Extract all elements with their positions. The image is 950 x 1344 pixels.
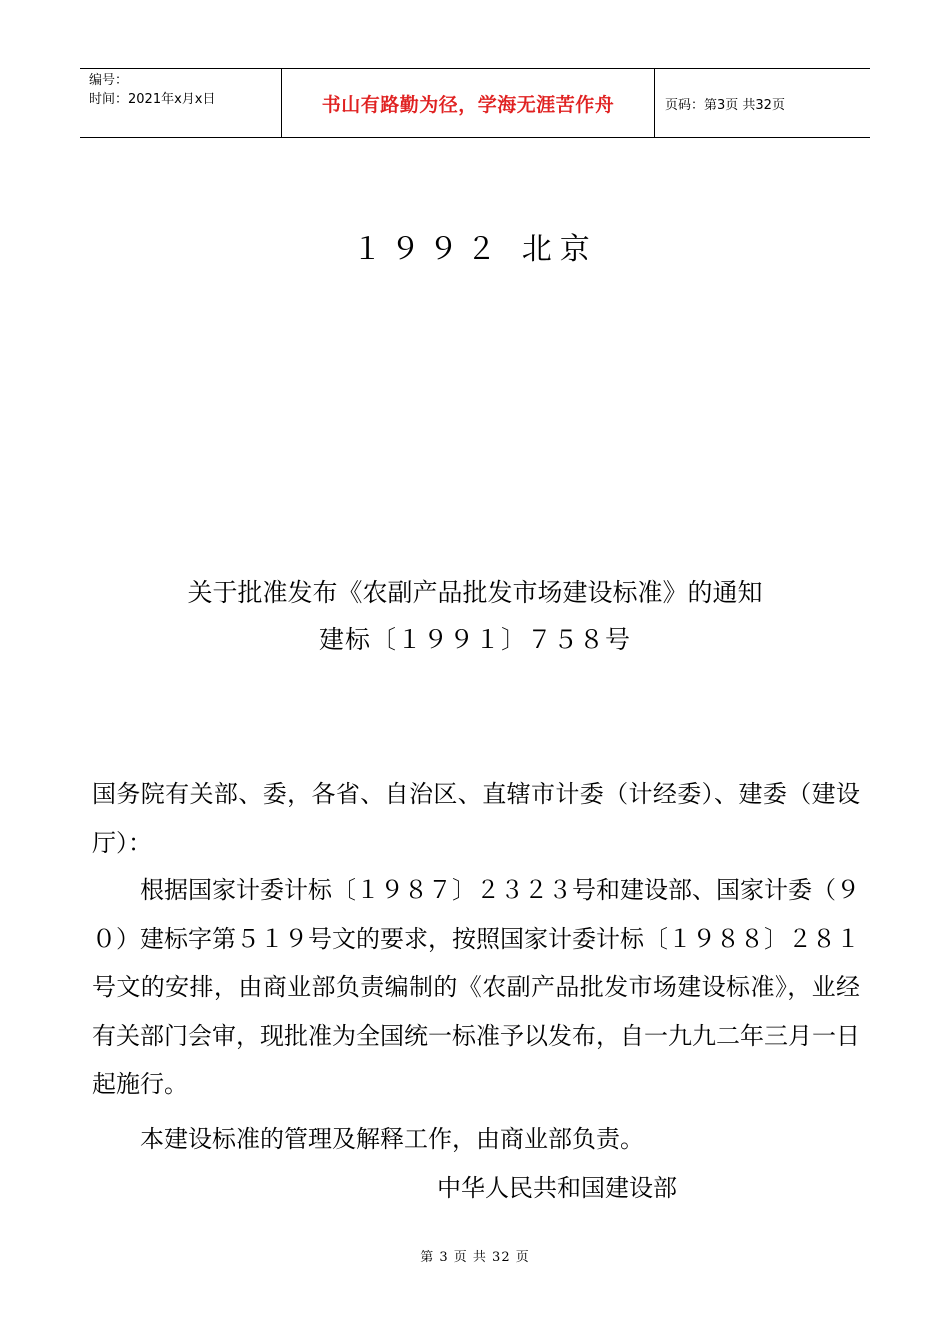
cover-year-city: １９９２ 北京 — [352, 232, 598, 267]
header-meta-cell — [80, 69, 282, 137]
notice-management-paragraph: 本建设标准的管理及解释工作，由商业部负责。 — [140, 1125, 644, 1153]
notice-title: 关于批准发布《农副产品批发市场建设标准》的通知 — [187, 578, 763, 607]
document-time-label: 时间：2021年x月x日 — [89, 92, 216, 107]
notice-signature: 中华人民共和国建设部 — [437, 1174, 677, 1202]
notice-addressee: 国务院有关部、委，各省、自治区、直辖市计委（计经委）、建委（建设厅）： — [92, 780, 860, 857]
header-page-cell — [655, 69, 870, 137]
page-header — [80, 68, 870, 138]
document-number-label: 编号： — [89, 73, 129, 88]
header-page-info: 页码：第3页 共32页 — [665, 98, 785, 113]
notice-body-paragraph: 根据国家计委计标〔１９８７〕２３２３号和建设部、国家计委（９０）建标字第５１９号文的要求，按照国家计委计标〔１９８８〕２８１号文的安排，由商业部负责编制的《农副产品批发市场建设标准》，业经有关部门会审，现批准为全国统一标准予以发布，自一九九二年三月一日起施行。 — [92, 876, 860, 1098]
header-motto: 书山有路勤为径，学海无涯苦作舟 — [321, 94, 615, 116]
header-motto-cell — [282, 69, 655, 137]
notice-number: 建标〔１９９１〕７５８号 — [318, 625, 631, 654]
page-footer: 第 3 页 共 32 页 — [420, 1250, 530, 1265]
